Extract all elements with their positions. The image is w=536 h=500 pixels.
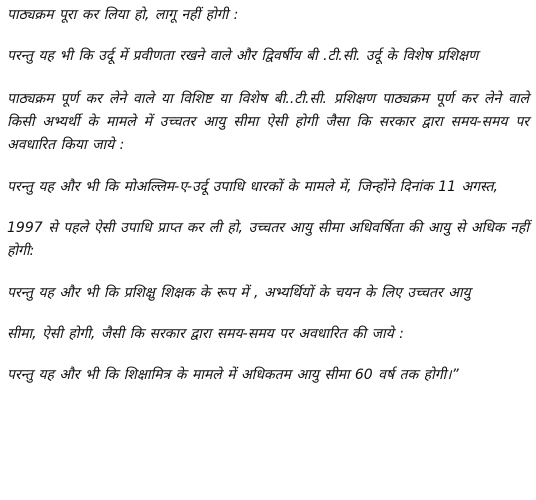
paragraph-course-completed: पाठ्यक्रम पूरा कर लिया हो, लागू नहीं होगी : — [7, 7, 239, 23]
paragraph-trainee-teacher-proviso: परन्तु यह और भी कि प्रशिक्षु शिक्षक के रूप में , अभ्यर्थियों के चयन के लिए उच्चतर आयु — [7, 285, 471, 301]
paragraph-moallim-e-urdu-proviso: परन्तु यह और भी कि मोअल्लिम-ए-उर्दू उपाधि धारकों के मामले में, जिन्होंने दिनांक 11 अगस्त, — [7, 179, 498, 195]
paragraph-urdu-proficiency-proviso: परन्तु यह भी कि उर्दू में प्रवीणता रखने वाले और द्विवर्षीय बी .टी.सी. उर्दू के विशेष प्रशिक्षण — [7, 48, 479, 64]
paragraph-upper-age-limit: पाठ्यक्रम पूर्ण कर लेने वाले या विशिष्ट या विशेष बी..टी.सी. प्रशिक्षण पाठ्यक्रम पूर्ण कर लेने वाले किसी अभ्यर्थी के मामले में उच्चतर आयु सीमा ऐसी होगी जैसा कि सरकार द्वारा समय-समय पर अवधारित किया जाये : — [7, 91, 529, 153]
paragraph-shikshamitra-max-age: परन्तु यह और भी कि शिक्षामित्र के मामले में अधिकतम आयु सीमा 60 वर्ष तक होगी।” — [7, 367, 459, 383]
paragraph-superannuation-age: 1997 से पहले ऐसी उपाधि प्राप्त कर ली हो, उच्चतर आयु सीमा अधिवर्षिता की आयु से अधिक नहीं होगी: — [7, 220, 529, 259]
paragraph-government-determined-limit: सीमा, ऐसी होगी, जैसी कि सरकार द्वारा समय-समय पर अवधारित की जाये : — [7, 326, 404, 342]
document-page — [7, 4, 529, 387]
